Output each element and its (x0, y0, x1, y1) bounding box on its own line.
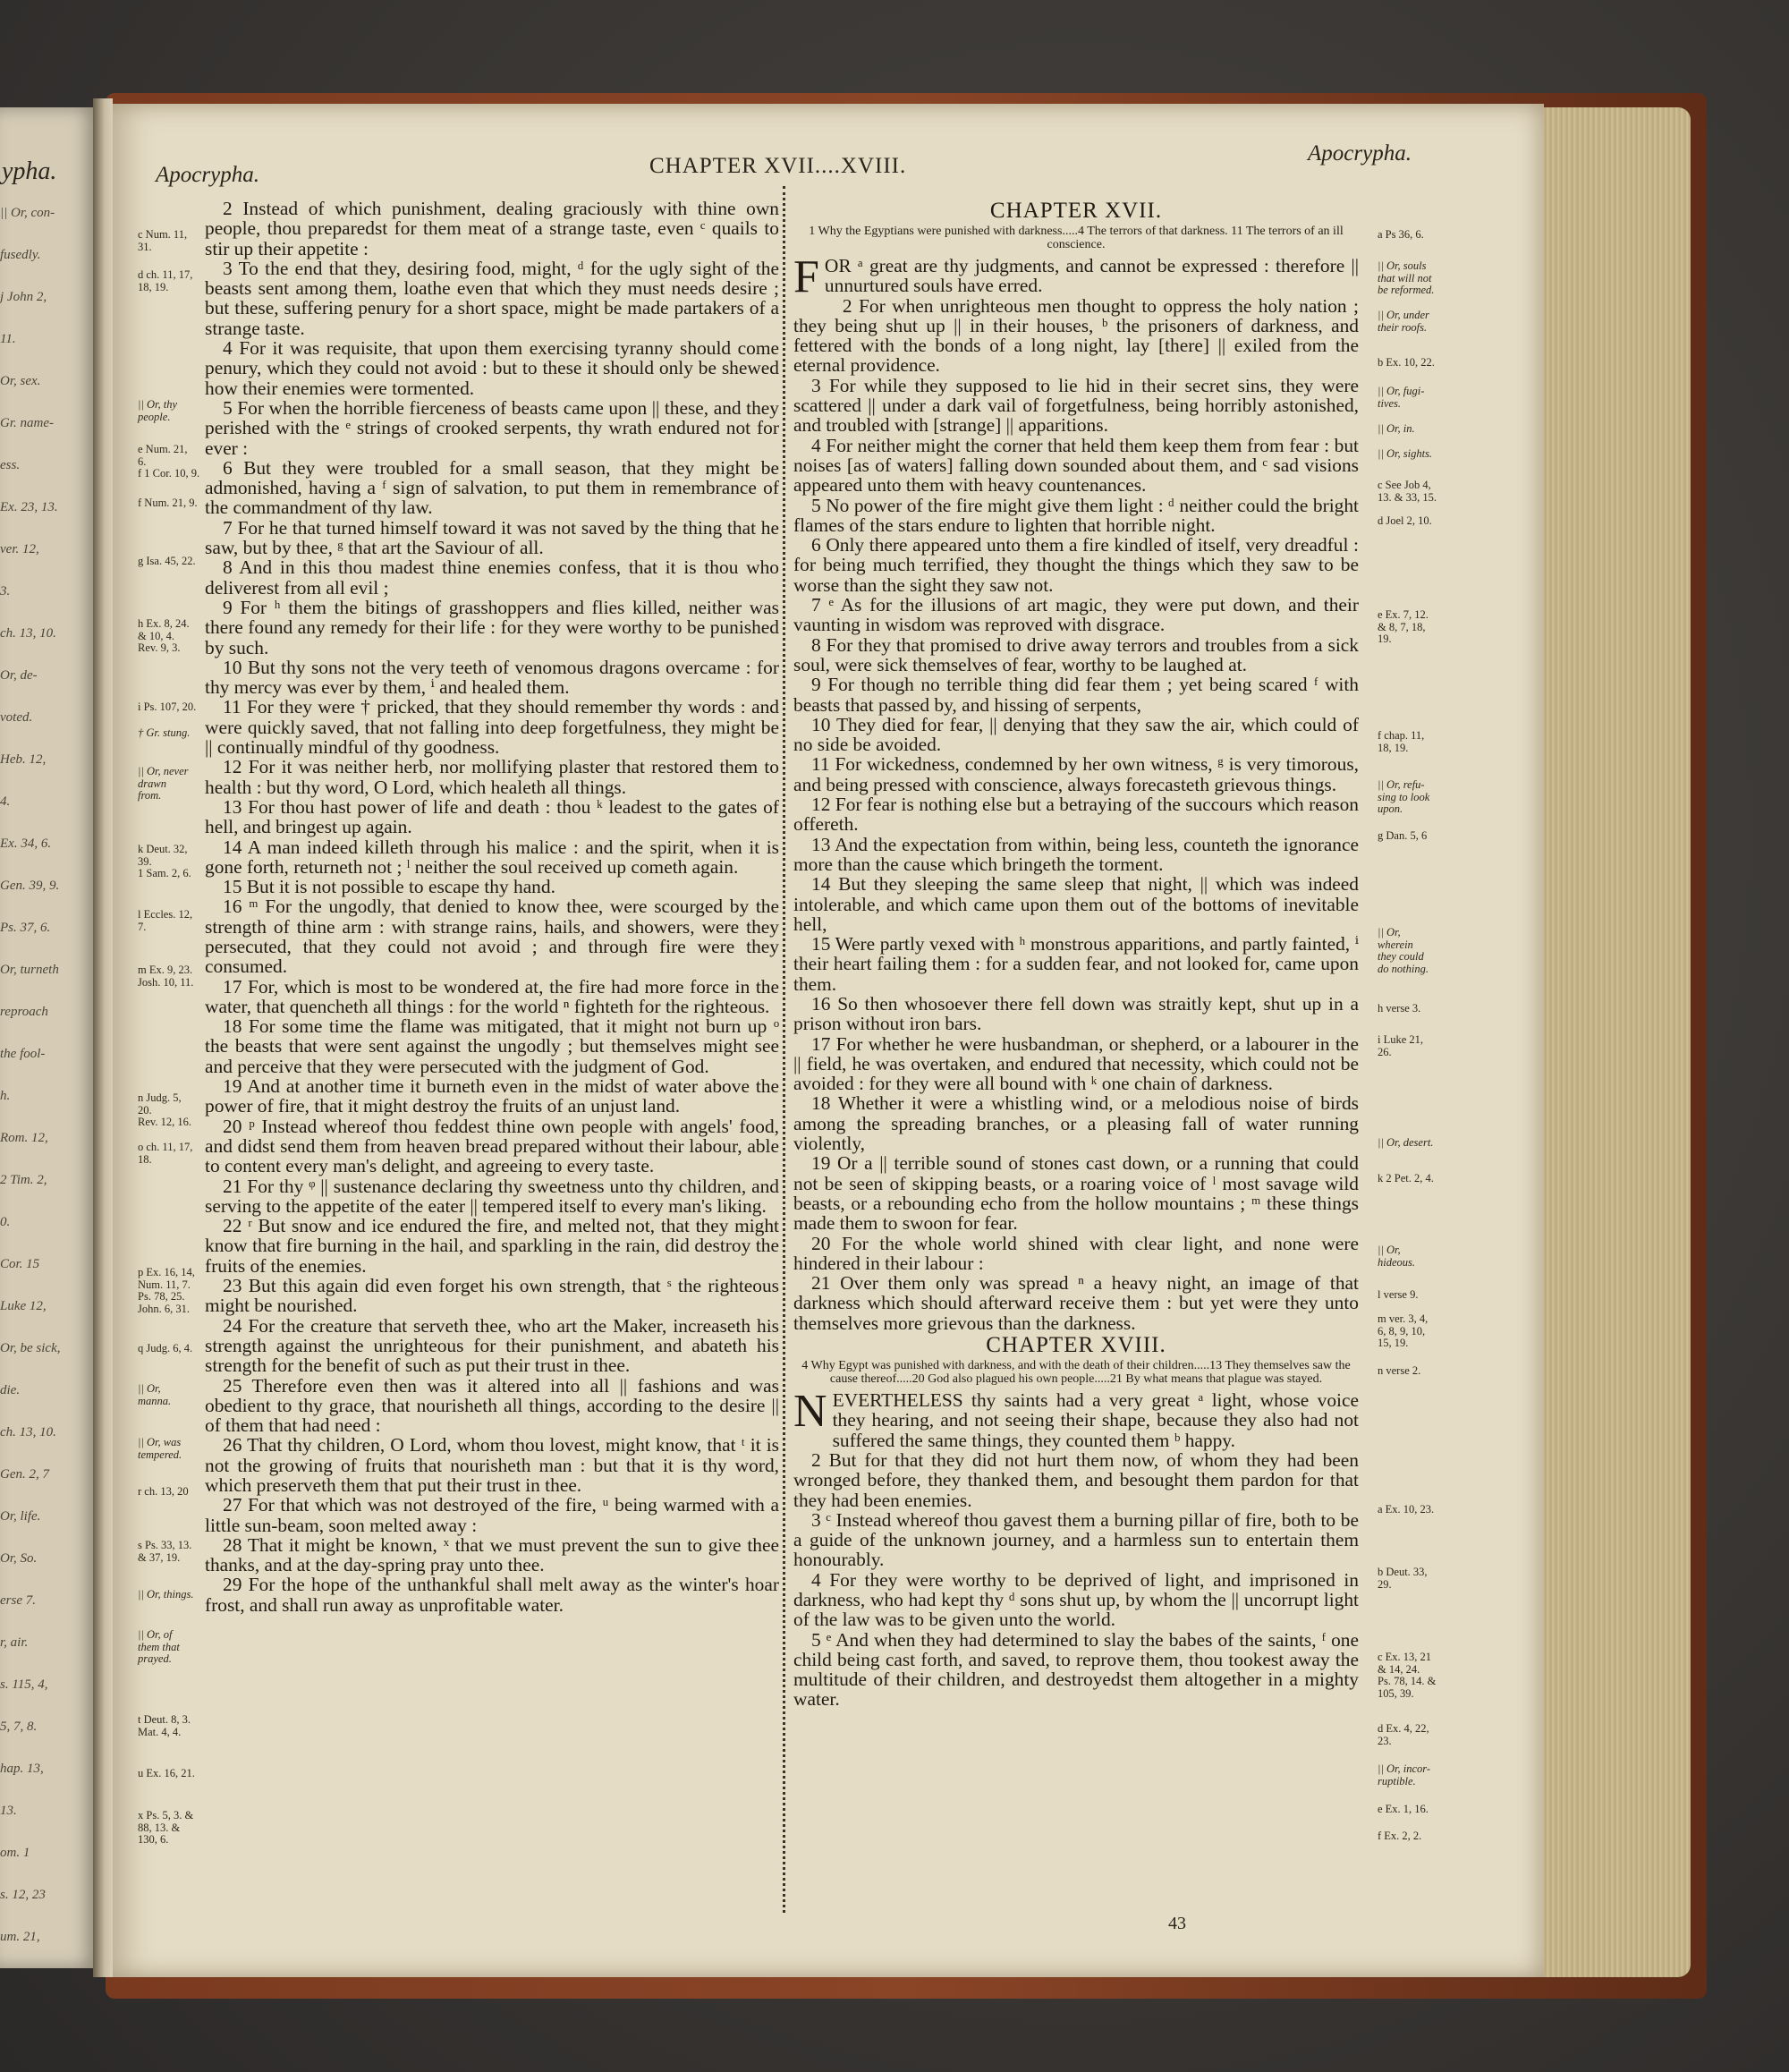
running-head-right: Apocrypha. (1308, 141, 1412, 166)
chapter-17-heading: CHAPTER XVII. (989, 199, 1163, 223)
verse-paragraph: 5 No power of the fire might give them light : ᵈ neither could the bright flames of the stars endure to lighten that horrible night. (793, 494, 1359, 536)
margin-note: u Ex. 16, 21. (138, 1767, 195, 1779)
right-column (793, 199, 1359, 1710)
margin-note: i Ps. 107, 20. (138, 701, 197, 713)
chapter-18-verses (793, 1450, 1359, 1710)
previous-page-fragment: Or, life. (0, 1509, 41, 1524)
verse-paragraph: 17 For whether he were husbandman, or shepherd, or a labourer in the || field, he was overtaken, and endured that necessity, which could not be avoided : for they were all bound with ᵏ one chain of darkness. (793, 1032, 1359, 1095)
margin-note: k Deut. 32, 39. 1 Sam. 2, 6. (138, 843, 191, 879)
previous-page-fragment: die. (0, 1383, 21, 1397)
previous-page-fragment: Heb. 12, (0, 752, 47, 767)
verse-paragraph: 11 For they were † pricked, that they should remember thy words : and were quickly saved, that not falling into deep forgetfulness, they might be || continually mindful of thy goodness. (205, 696, 779, 759)
previous-page-fragment: ch. 13, 10. (0, 1425, 56, 1439)
margin-note: o ch. 11, 17, 18. (138, 1141, 193, 1166)
margin-note: f Ex. 2, 2. (1378, 1830, 1422, 1842)
chapter-17-verses (793, 296, 1359, 1333)
margin-note: || Or, fugi- tives. (1378, 385, 1425, 410)
verse-paragraph: 3 To the end that they, desiring food, might, ᵈ for the ugly sight of the beasts sent among them, loathe even that which they must needs desire ; but these, suffering penury for a short space, might be made partakers of a strange taste. (205, 257, 779, 339)
verse-paragraph: 5 ᵉ And when they had determined to slay the babes of the saints, ᶠ one child being cast forth, and saved, to reprove them, thou tookest away the multitude of their children, and destroyedst them altogether in a mighty water. (793, 1628, 1359, 1711)
margin-note: p Ex. 16, 14, Num. 11, 7. Ps. 78, 25. John. 6, 31. (138, 1266, 195, 1315)
verse-paragraph: 10 They died for fear, || denying that they saw the air, which could of no side be avoided. (793, 713, 1359, 756)
margin-note: || Or, in. (1378, 422, 1415, 435)
previous-page-fragment: 11. (0, 332, 16, 346)
verse-paragraph: 4 For neither might the corner that held them keep them from fear : but noises [as of waters] falling down sounded about them, and ᶜ sad visions appeared unto them with heavy countenances. (793, 434, 1359, 497)
previous-page-fragment: ver. 12, (0, 542, 39, 556)
margin-note: a Ex. 10, 23. (1378, 1503, 1435, 1516)
previous-page-fragment: Or, be sick, (0, 1341, 61, 1355)
margin-note: g Isa. 45, 22. (138, 555, 196, 567)
verse-paragraph: 4 For it was requisite, that upon them exercising tyranny should come penury, which they could not avoid : but to these it should only be shewed how their enemies were tormented. (205, 337, 779, 399)
verse-paragraph: 2 But for that they did not hurt them now, of whom they had been wronged before, they thanked them, and besought them pardon for that they had been enemies. (793, 1448, 1359, 1511)
previous-page-fragment: Or, de- (0, 668, 38, 683)
verse-paragraph: 2 For when unrighteous men thought to oppress the holy nation ; they being shut up || in their houses, ᵇ the prisoners of darkness, and fettered with the bonds of a long night, lay [there] || exiled from the eternal providence. (793, 294, 1359, 377)
verse-paragraph: 25 Therefore even then was it altered into all || fashions and was obedient to thy grace, that nourisheth all things, according to the desire || of them that had need : (205, 1374, 779, 1437)
margin-note: b Ex. 10, 22. (1378, 356, 1435, 369)
previous-page-fragment: j John 2, (0, 290, 47, 304)
verse-paragraph: 22 ʳ But snow and ice endured the fire, and melted not, that they might know that fire burning in the hail, and sparkling in the rain, did destroy the fruits of the enemies. (205, 1215, 779, 1277)
verse-paragraph: 9 For ʰ them the bitings of grasshoppers and flies killed, neither was there found any remedy for their life : for they were worthy to be punished by such. (205, 596, 779, 658)
verse-paragraph: 2 Instead of which punishment, dealing graciously with thine own people, thou preparedst for them meat of a strange taste, even ᶜ quails to stir up their appetite : (205, 198, 779, 259)
dropcap: N (793, 1386, 827, 1438)
margin-note: || Or, desert. (1378, 1136, 1434, 1149)
verse-paragraph: 4 For they were worthy to be deprived of light, and imprisoned in darkness, who had kept thy ᵈ sons shut up, by whom the || uncorrupt light of the law was to be given unto the world. (793, 1568, 1359, 1631)
previous-page-fragment: om. 1 (0, 1846, 30, 1860)
verse-paragraph: 26 That thy children, O Lord, whom thou lovest, might know, that ᵗ it is not the growing of fruits that nourisheth man : but that it is thy word, which preserveth them that put their trust in thee. (205, 1434, 779, 1496)
margin-note: d ch. 11, 17, 18, 19. (138, 268, 193, 293)
verse-paragraph: 3 For while they supposed to lie hid in their secret sins, they were scattered || under a dark vail of forgetfulness, being horribly astonished, and troubled with [strange] || apparitions. (793, 374, 1359, 437)
verse-paragraph: 24 For the creature that serveth thee, who art the Maker, increaseth his strength against the unrighteous for their punishment, and abateth his strength for the benefit of such as put their trust in thee. (205, 1314, 779, 1377)
verse-paragraph: 21 For thy ᵠ || sustenance declaring thy sweetness unto thy children, and serving to the appetite of the eater || tempered itself to every man's liking. (205, 1175, 779, 1217)
page-number: 43 (1168, 1914, 1186, 1933)
running-head-center: CHAPTER XVII....XVIII. (649, 154, 907, 178)
margin-note: || Or, refu- sing to look upon. (1378, 778, 1430, 815)
chapter-17-summary: 1 Why the Egyptians were punished with darkness.....4 The terrors of that darkness. 11 The terrors of an ill conscience. (809, 225, 1344, 251)
margin-note: || Or, hideous. (1378, 1244, 1416, 1269)
margin-note: k 2 Pet. 2, 4. (1378, 1172, 1434, 1185)
previous-page-fragment: Rom. 12, (0, 1131, 48, 1145)
verse-paragraph: 8 For they that promised to drive away terrors and troubles from a sick soul, were sick themselves of fear, worthy to be laughed at. (793, 633, 1359, 675)
verse-paragraph: 18 For some time the flame was mitigated, that it might not burn up ᵒ the beasts that were sent against the ungodly ; but themselves might see and perceive that they were persecuted with the judgment of God. (205, 1015, 779, 1077)
previous-page-fragment: 4. (0, 794, 11, 809)
margin-note: e Ex. 7, 12. & 8, 7, 18, 19. (1378, 608, 1429, 645)
verse-paragraph: 27 For that which was not destroyed of the fire, ᵘ being warmed with a little sun-beam, soon melted away : (205, 1494, 779, 1536)
margin-note: i Luke 21, 26. (1378, 1033, 1424, 1058)
margin-note: † Gr. stung. (138, 726, 191, 739)
verse-paragraph: 15 Were partly vexed with ʰ monstrous apparitions, and partly fainted, ⁱ their heart failing them : for a sudden fear, and not looked for, came upon them. (793, 933, 1359, 995)
previous-page-fragment: Or, turneth (0, 963, 59, 977)
previous-page-fragment: h. (0, 1089, 11, 1103)
verse-paragraph: 16 ᵐ For the ungodly, that denied to know thee, were scourged by the strength of thine arm : with strange rains, hails, and showers, were they persecuted, that they could not avoid ; and through fire were they consumed. (205, 896, 779, 978)
margin-note: n Judg. 5, 20. Rev. 12, 16. (138, 1091, 191, 1128)
previous-page-fragment: Luke 12, (0, 1299, 47, 1313)
running-head-left: Apocrypha. (156, 163, 259, 187)
previous-page-title: ypha. (2, 157, 57, 185)
verse-paragraph: 19 And at another time it burneth even in the midst of water above the power of fire, that it might destroy the fruits of an unjust land. (205, 1075, 779, 1117)
verse-paragraph: 8 And in this thou madest thine enemies confess, that it is thou who deliverest from all evil ; (205, 556, 779, 599)
previous-page-fragment: voted. (0, 710, 33, 725)
previous-page-fragment: the fool- (0, 1047, 46, 1061)
previous-page-fragment: Gen. 39, 9. (0, 879, 60, 893)
margin-note: l verse 9. (1378, 1288, 1419, 1301)
previous-page-fragment: Or, So. (0, 1551, 38, 1566)
verse-paragraph: 7 ᵉ As for the illusions of art magic, they were put down, and their vaunting in wisdom was reproved with disgrace. (793, 594, 1359, 636)
left-column (205, 199, 779, 1615)
book-gutter (93, 98, 113, 1977)
margin-note: f 1 Cor. 10, 9. (138, 467, 200, 480)
margin-note: || Or, incor- ruptible. (1378, 1762, 1431, 1788)
margin-note: b Deut. 33, 29. (1378, 1566, 1428, 1591)
margin-note: n verse 2. (1378, 1364, 1421, 1377)
previous-page-fragment: Gen. 2, 7 (0, 1467, 49, 1482)
margin-note: || Or, under their roofs. (1378, 309, 1429, 334)
margin-note: d Joel 2, 10. (1378, 514, 1432, 527)
margin-note: x Ps. 5, 3. & 88, 13. & 130, 6. (138, 1809, 194, 1846)
previous-page-fragment: Ex. 23, 13. (0, 500, 58, 514)
chapter-17-verse-1 (793, 251, 1359, 302)
margin-note: || Or, manna. (138, 1382, 172, 1407)
margin-note: || Or, wherein they could do nothing. (1378, 926, 1429, 975)
previous-page-fragment: s. 115, 4, (0, 1677, 48, 1692)
previous-page-fragment: um. 21, (0, 1930, 40, 1944)
margin-note: d Ex. 4, 22, 23. (1378, 1722, 1429, 1747)
margin-note: e Ex. 1, 16. (1378, 1803, 1429, 1815)
previous-page-fragment: 0. (0, 1215, 11, 1229)
verse-paragraph: 12 For it was neither herb, nor mollifying plaster that restored them to health : but thy word, O Lord, which healeth all things. (205, 756, 779, 798)
margin-note: c Num. 11, 31. (138, 228, 188, 253)
chapter-18-heading: CHAPTER XVIII. (986, 1333, 1166, 1358)
verse-paragraph: 13 For thou hast power of life and death : thou ᵏ leadest to the gates of hell, and bringest up again. (205, 795, 779, 838)
previous-page-fragment: erse 7. (0, 1593, 36, 1608)
previous-page-fragment: r, air. (0, 1635, 29, 1650)
verse-paragraph: 23 But this again did even forget his own strength, that ˢ the righteous might be nourished. (205, 1275, 779, 1317)
margin-note: a Ps 36, 6. (1378, 228, 1424, 241)
margin-note: || Or, of them that prayed. (138, 1628, 180, 1665)
margin-note: f Num. 21, 9. (138, 497, 198, 509)
margin-note: || Or, sights. (1378, 447, 1433, 460)
margin-note: || Or, thy people. (138, 398, 178, 423)
previous-page-fragment: ess. (0, 458, 21, 472)
margin-note: c Ex. 13, 21 & 14, 24. Ps. 78, 14. & 105, 39. (1378, 1651, 1437, 1700)
verse-paragraph: 7 For he that turned himself toward it was not saved by the thing that he saw, but by thee, ᵍ that art the Saviour of all. (205, 516, 779, 559)
previous-page-fragment: Cor. 15 (0, 1257, 40, 1271)
verse-paragraph: 20 For the whole world shined with clear light, and none were hindered in their labour : (793, 1232, 1359, 1274)
chapter-18-summary: 4 Why Egypt was punished with darkness, and with the death of their children.....13 They themselves saw the cause thereof.....20 God also plagued his own people.....21 By what means that plague was stayed. (801, 1359, 1351, 1387)
chapter-18-verse-1 (793, 1386, 1359, 1451)
margin-note: || Or, never drawn from. (138, 765, 189, 802)
margin-note: || Or, was tempered. (138, 1436, 182, 1461)
verse-paragraph: 18 Whether it were a whistling wind, or a melodious noise of birds among the spreading branches, or a pleasing fall of water running violently, (793, 1092, 1359, 1155)
margin-note: s Ps. 33, 13. & 37, 19. (138, 1539, 192, 1564)
verse-paragraph: 10 But thy sons not the very teeth of venomous dragons overcame : for thy mercy was ever by them, ⁱ and healed them. (205, 656, 779, 699)
dropcap: F (793, 251, 819, 302)
verse-text: EVERTHELESS thy saints had a very great ᵃ light, whose voice they hearing, and not seeing their shape, because they also had not suffered the same things, they counted them ᵇ happy. (832, 1389, 1359, 1451)
margin-note: g Dan. 5, 6 (1378, 829, 1428, 842)
margin-note: r ch. 13, 20 (138, 1485, 189, 1498)
margin-note: || Or, things. (138, 1588, 194, 1601)
margin-note: e Num. 21, 6. (138, 443, 188, 468)
verse-paragraph: 9 For though no terrible thing did fear them ; yet being scared ᶠ with beasts that passed by, and hissing of serpents, (793, 674, 1359, 716)
verse-paragraph: 13 And the expectation from within, being less, counteth the ignorance more than the cause which bringeth the torment. (793, 833, 1359, 875)
column-divider (783, 186, 785, 1913)
margin-note: m Ex. 9, 23. Josh. 10, 11. (138, 964, 194, 989)
previous-page-fragment: 13. (0, 1804, 17, 1818)
verse-paragraph: 11 For wickedness, condemned by her own witness, ᵍ is very timorous, and being pressed with conscience, always forecasteth grievous things. (793, 753, 1359, 795)
margin-note: t Deut. 8, 3. Mat. 4, 4. (138, 1713, 191, 1738)
previous-page-fragment: || Or, con- (0, 206, 55, 220)
verse-paragraph: 3 ᶜ Instead whereof thou gavest them a burning pillar of fire, both to be a guide of the unknown journey, and a harmless sun to entertain them honourably. (793, 1508, 1359, 1571)
margin-note: f chap. 11, 18, 19. (1378, 729, 1425, 754)
margin-note: l Eccles. 12, 7. (138, 908, 193, 933)
margin-note: h Ex. 8, 24. & 10, 4. Rev. 9, 3. (138, 617, 190, 654)
verse-paragraph: 15 But it is not possible to escape thy hand. (223, 876, 555, 898)
previous-page-fragment: Or, sex. (0, 374, 41, 388)
previous-page-fragment: s. 12, 23 (0, 1888, 46, 1902)
margin-note: q Judg. 6, 4. (138, 1342, 193, 1354)
verse-paragraph: 14 But they sleeping the same sleep that night, || which was indeed intolerable, and which came upon them out of the bottoms of inevitable hell, (793, 873, 1359, 935)
verse-text: OR ᵃ great are thy judgments, and cannot be expressed : therefore || unnurtured souls have erred. (824, 255, 1359, 297)
margin-note: h verse 3. (1378, 1002, 1421, 1015)
previous-page-fragment: Gr. name- (0, 416, 54, 430)
margin-note: m ver. 3, 4, 6, 8, 9, 10, 15, 19. (1378, 1312, 1429, 1349)
verse-paragraph: 6 But they were troubled for a small season, that they might be admonished, having a ᶠ sign of salvation, to put them in remembrance of the commandment of thy law. (205, 456, 779, 519)
book-page (113, 104, 1544, 1977)
margin-note: || Or, souls that will not be reformed. (1378, 259, 1435, 296)
previous-page-fragment: 5, 7, 8. (0, 1720, 38, 1734)
verse-paragraph: 19 Or a || terrible sound of stones cast down, or a running that could not be seen of skipping beasts, or a roaring voice of ˡ most savage wild beasts, or a rebounding echo from the hollow mountains ; ᵐ these things made them to swoon for fear. (793, 1152, 1359, 1235)
verse-paragraph: 20 ᵖ Instead whereof thou feddest thine own people with angels' food, and didst send them from heaven bread prepared without their labour, able to content every man's delight, and agreeing to every taste. (205, 1115, 779, 1177)
verse-paragraph: 5 For when the horrible fierceness of beasts came upon || these, and they perished with the ᵉ strings of crooked serpents, thy wrath endured not for ever : (205, 396, 779, 459)
previous-page-fragment: ch. 13, 10. (0, 626, 56, 641)
previous-page-fragment: Ps. 37, 6. (0, 921, 51, 935)
verse-paragraph: 21 Over them only was spread ⁿ a heavy night, an image of that darkness which should afterward receive them : but yet were they unto themselves more grievous than the darkness. (793, 1272, 1359, 1334)
verse-paragraph: 28 That it might be known, ˣ that we must prevent the sun to give thee thanks, and at the day-spring pray unto thee. (205, 1533, 779, 1576)
previous-page-fragment: reproach (0, 1005, 48, 1019)
previous-page-fragment: Ex. 34, 6. (0, 836, 52, 851)
verse-paragraph: 6 Only there appeared unto them a fire kindled of itself, very dreadful : for being much terrified, they thought the things which they saw to be worse than the sight they saw not. (793, 534, 1359, 596)
verse-paragraph: 17 For, which is most to be wondered at, the fire had more force in the water, that quencheth all things : for the world ⁿ fighteth for the righteous. (205, 975, 779, 1017)
previous-page-fragment: 2 Tim. 2, (0, 1173, 47, 1187)
verse-paragraph: 16 So then whosoever there fell down was straitly kept, shut up in a prison without iron bars. (793, 992, 1359, 1035)
previous-page-fragment: hap. 13, (0, 1762, 44, 1776)
margin-note: c See Job 4, 13. & 33, 15. (1378, 479, 1437, 504)
previous-page-strip (0, 107, 98, 1968)
verse-paragraph: 29 For the hope of the unthankful shall melt away as the winter's hoar frost, and shall run away as unprofitable water. (205, 1574, 779, 1616)
verse-paragraph: 12 For fear is nothing else but a betraying of the succours which reason offereth. (793, 794, 1359, 836)
previous-page-fragment: fusedly. (0, 248, 41, 262)
verse-paragraph: 14 A man indeed killeth through his malice : and the spirit, when it is gone forth, returneth not ; ˡ neither the soul received up cometh again. (205, 836, 779, 878)
previous-page-fragment: 3. (0, 584, 11, 599)
